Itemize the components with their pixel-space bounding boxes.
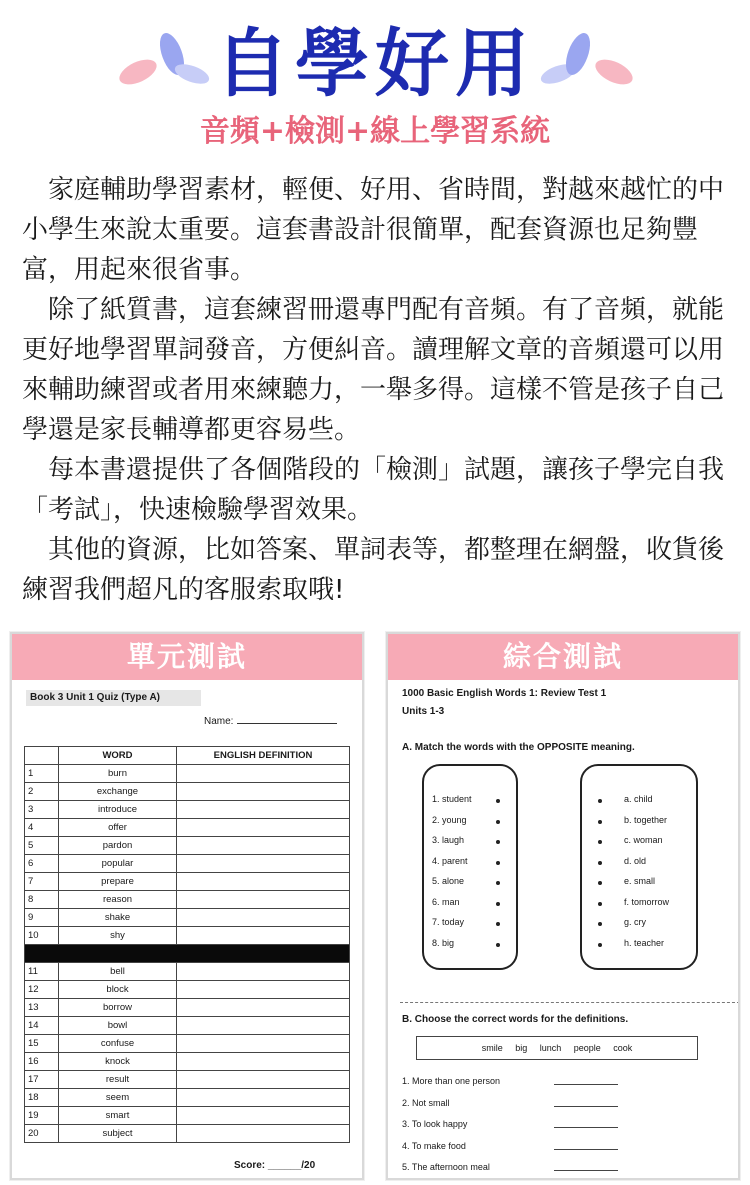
row-word: prepare [59,873,177,891]
page-title: 自學好用 [215,21,535,107]
table-header-row [25,747,350,765]
row-number: 7 [25,873,59,891]
row-definition-blank[interactable] [177,1107,350,1125]
row-definition-blank[interactable] [177,981,350,999]
definition-item: 4. To make food [402,1140,466,1151]
paragraph: 家庭輔助學習素材，輕便、好用、省時間，對越來越忙的中小學生來說太重要。這套書設計很簡單，配套資源也足夠豐富，用起來很省事。 [22,175,725,285]
match-dot-icon[interactable] [598,861,602,865]
match-dot-icon[interactable] [598,943,602,947]
right-word-item: c. woman [624,835,663,845]
answer-blank[interactable] [554,1106,618,1107]
row-number: 15 [25,1035,59,1053]
header-num [25,747,59,765]
definition-item: 1. More than one person [402,1076,501,1086]
row-word: confuse [59,1035,177,1053]
match-dot-icon[interactable] [598,922,602,926]
description-text [22,170,738,610]
paragraph: 每本書還提供了各個階段的「檢測」試題，讓孩子學完自我「考試」，快速檢驗學習效果。 [22,455,725,525]
table-row [25,837,350,855]
row-number: 11 [25,963,59,981]
row-definition-blank[interactable] [177,819,350,837]
match-dot-icon[interactable] [496,820,500,824]
right-word-item: e. small [624,876,656,886]
paragraph: 除了紙質書，這套練習冊還專門配有音頻。有了音頻，就能更好地學習單詞發音，方便糾音。讀理解文章的音頻還可以用來輔助練習或者用來練聽力，一舉多得。這樣不管是孩子自己學還是家長輔導都更容易些。 [22,295,725,445]
row-word: shake [59,909,177,927]
table-row [25,1035,350,1053]
definition-item: 2. Not small [402,1097,450,1108]
review-test-band: 綜合測試 [388,634,738,680]
answer-blank[interactable] [554,1170,618,1171]
row-definition-blank[interactable] [177,837,350,855]
row-definition-blank[interactable] [177,783,350,801]
row-word: exchange [59,783,177,801]
table-row [25,1107,350,1125]
word-table [24,746,350,1143]
left-word-item: 1. student [432,794,472,804]
row-word: smart [59,1107,177,1125]
left-word-item: 2. young [432,814,467,825]
table-row [25,999,350,1017]
section-divider [400,1002,740,1003]
right-word-item: g. cry [624,917,647,927]
quiz-title: Book 3 Unit 1 Quiz (Type A) [26,690,201,706]
row-number: 4 [25,819,59,837]
row-number: 2 [25,783,59,801]
row-definition-blank[interactable] [177,801,350,819]
row-number: 14 [25,1017,59,1035]
table-row [25,1125,350,1143]
table-row [25,1089,350,1107]
table-row [25,1071,350,1089]
row-number: 20 [25,1125,59,1143]
row-word: knock [59,1053,177,1071]
left-word-item: 8. big [432,937,455,948]
row-word: popular [59,855,177,873]
table-row [25,1017,350,1035]
row-number: 5 [25,837,59,855]
row-definition-blank[interactable] [177,765,350,783]
right-word-item: b. together [624,814,668,825]
definition-item: 3. To look happy [402,1119,468,1129]
match-dot-icon[interactable] [496,840,500,844]
row-word: result [59,1071,177,1089]
header-definition: ENGLISH DEFINITION [177,747,350,765]
row-word: borrow [59,999,177,1017]
row-number: 9 [25,909,59,927]
left-word-item: 4. parent [432,855,468,866]
row-number: 17 [25,1071,59,1089]
row-number: 10 [25,927,59,945]
row-word: shy [59,927,177,945]
right-word-item: d. old [624,855,647,866]
name-field [204,716,337,727]
row-word: bell [59,963,177,981]
row-definition-blank[interactable] [177,1017,350,1035]
section-a-title: A. Match the words with the OPPOSITE meaning. [402,742,635,753]
right-word-item: h. teacher [624,937,665,948]
table-row [25,783,350,801]
table-row [25,1053,350,1071]
row-number: 1 [25,765,59,783]
answer-blank[interactable] [554,1149,618,1150]
right-word-item: f. tomorrow [624,896,670,907]
row-word: subject [59,1125,177,1143]
row-word: burn [59,765,177,783]
match-dot-icon[interactable] [598,881,602,885]
row-definition-blank[interactable] [177,909,350,927]
row-definition-blank[interactable] [177,1071,350,1089]
table-row [25,927,350,945]
match-dot-icon[interactable] [496,881,500,885]
row-definition-blank[interactable] [177,855,350,873]
match-dot-icon[interactable] [496,902,500,906]
row-word: offer [59,819,177,837]
table-row [25,801,350,819]
table-row [25,909,350,927]
left-word-item: 7. today [432,917,465,927]
row-word: block [59,981,177,999]
table-row [25,963,350,981]
row-number: 12 [25,981,59,999]
unit-test-card [10,632,364,1180]
row-number: 6 [25,855,59,873]
row-number: 18 [25,1089,59,1107]
table-row [25,765,350,783]
match-dot-icon[interactable] [496,922,500,926]
header [0,0,750,160]
right-word-item: a. child [624,794,653,804]
row-number: 19 [25,1107,59,1125]
row-number: 13 [25,999,59,1017]
review-title: 1000 Basic English Words 1: Review Test 1 [402,688,607,699]
row-word: introduce [59,801,177,819]
answer-blank[interactable] [554,1127,618,1128]
match-dot-icon[interactable] [598,902,602,906]
table-row [25,819,350,837]
row-definition-blank[interactable] [177,1035,350,1053]
section-divider [25,945,350,963]
row-word: bowl [59,1017,177,1035]
left-word-item: 3. laugh [432,835,465,845]
score-label: Score: ______/20 [234,1160,316,1171]
left-word-item: 6. man [432,896,460,907]
row-definition-blank[interactable] [177,963,350,981]
review-units: Units 1-3 [402,706,445,717]
header-word: WORD [59,747,177,765]
word-bank: smile big lunch people cook [416,1036,698,1060]
row-word: pardon [59,837,177,855]
table-row [25,855,350,873]
row-definition-blank[interactable] [177,1089,350,1107]
match-dot-icon[interactable] [496,799,500,803]
review-test-card [386,632,740,1180]
match-dot-icon[interactable] [598,799,602,803]
row-definition-blank[interactable] [177,999,350,1017]
row-definition-blank[interactable] [177,1053,350,1071]
answer-blank[interactable] [554,1084,618,1085]
table-row [25,891,350,909]
left-word-item: 5. alone [432,876,465,886]
row-number: 16 [25,1053,59,1071]
name-label: Name: [204,716,234,727]
row-definition-blank[interactable] [177,891,350,909]
match-dot-icon[interactable] [598,820,602,824]
section-b-title: B. Choose the correct words for the definitions. [402,1014,629,1025]
row-definition-blank[interactable] [177,927,350,945]
row-number: 3 [25,801,59,819]
row-definition-blank[interactable] [177,1125,350,1143]
paragraph: 其他的資源，比如答案、單詞表等，都整理在網盤，收貨後練習我們超凡的客服索取哦! [22,535,725,605]
row-definition-blank[interactable] [177,873,350,891]
row-number: 8 [25,891,59,909]
table-row [25,981,350,999]
match-dot-icon[interactable] [496,861,500,865]
definition-item: 5. The afternoon meal [402,1162,490,1172]
match-dot-icon[interactable] [598,840,602,844]
unit-test-band: 單元測試 [12,634,362,680]
page-subtitle: 音頻+檢測+線上學習系統 [199,114,551,149]
table-row [25,873,350,891]
match-dot-icon[interactable] [496,943,500,947]
row-word: seem [59,1089,177,1107]
row-word: reason [59,891,177,909]
